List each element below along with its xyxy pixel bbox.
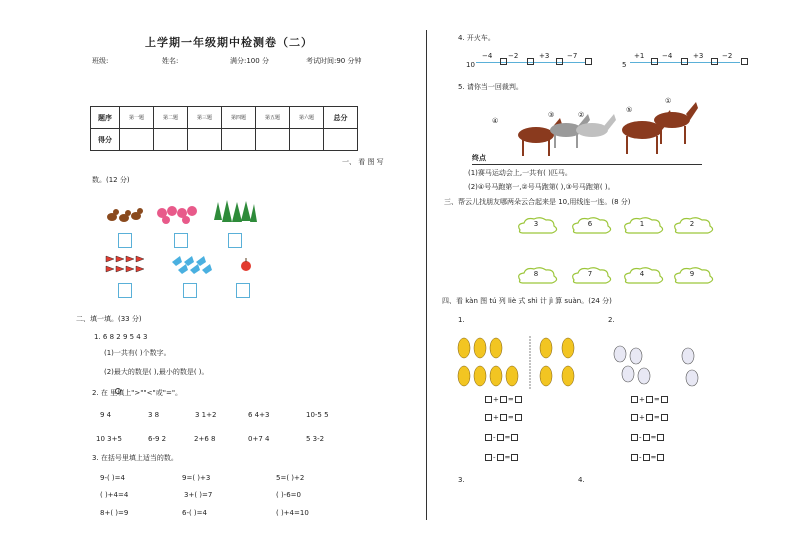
column-divider [426,30,427,520]
cloud[interactable] [516,216,560,235]
parrots-picture [454,336,580,392]
fill-item: 9=( )+3 [182,474,211,482]
score-col: 第四题 [222,107,256,129]
finish-line [472,164,702,165]
cloud-number: 9 [689,270,695,278]
cloud[interactable] [570,266,614,285]
compare-item: 9 4 [100,411,112,419]
fill-item: ( )+4=10 [276,509,309,517]
page-title: 上学期一年级期中检测卷（二） [145,36,313,49]
compare-item: 2+6 8 [194,435,216,443]
answer-box[interactable] [118,233,132,248]
horse-number: ⑤ [626,106,633,114]
answer-box[interactable] [236,283,250,298]
score-total: 总分 [324,107,358,129]
train-op: −7 [567,52,578,60]
q1-b: (2)最大的数是( ),最小的数是( )。 [104,368,209,376]
q-label: 4. [578,476,585,484]
answer-square[interactable] [711,58,718,65]
section1-heading: 一、 看 图 写 [342,158,384,166]
compare-item: 0+7 4 [248,435,270,443]
finish-label: 终点 [472,154,486,162]
equation-blank[interactable]: + = [630,396,669,404]
full-score: 满分:100 分 [230,57,269,65]
q-label: 3. [458,476,465,484]
section2-heading: 二、填一填。(33 分) [76,315,142,323]
q-label: 2. [608,316,615,324]
equation-blank[interactable]: - = [630,454,665,462]
judge-q-b: (2)④号马跑第一,②号马跑第( ),③号马跑第( )。 [468,183,615,191]
score-cell[interactable] [154,129,188,151]
rabbits-picture [608,332,708,390]
answer-square[interactable] [500,58,507,65]
section3-heading: 三、帮云儿找朋友哪两朵云合起来是 10,用线连一连。(8 分) [444,198,631,206]
cloud-number: 8 [533,270,539,278]
q2-heading: 2. 在 里填上">""<"或"="。 [92,389,183,397]
equation-blank[interactable]: + = [630,414,669,422]
circle-icon [115,388,121,394]
equation-blank[interactable]: + = [484,396,523,404]
fill-item: ( )+4=4 [100,491,129,499]
score-cell[interactable] [222,129,256,151]
class-label: 班级: [92,57,109,65]
flags-picture [104,254,148,276]
answer-square[interactable] [741,58,748,65]
equation-blank[interactable]: + = [484,414,523,422]
answer-square[interactable] [527,58,534,65]
flowers-picture [156,205,200,225]
q-label: 1. [458,316,465,324]
section1-heading-cont: 数。(12 分) [92,176,130,184]
section4-heading: 四、看 kàn 图 tú 列 liè 式 shì 计 jì 算 suàn。(24 分) [442,297,612,305]
q1-numbers: 1. 6 8 2 9 5 4 3 [94,333,148,341]
answer-square[interactable] [681,58,688,65]
train-op: −2 [722,52,733,60]
score-cell[interactable] [188,129,222,151]
horse-number: ③ [548,111,555,119]
cloud[interactable] [570,216,614,235]
cloud-number: 4 [639,270,645,278]
horses-picture [496,97,706,162]
squirrels-picture [104,203,144,225]
train-heading: 4. 开火车。 [458,34,495,42]
cloud-number: 7 [587,270,593,278]
horse-number: ④ [492,117,499,125]
compare-item: 6-9 2 [148,435,167,443]
score-cell[interactable] [120,129,154,151]
score-cell[interactable] [290,129,324,151]
train-op: +3 [539,52,550,60]
answer-box[interactable] [228,233,242,248]
cloud[interactable] [622,266,666,285]
train-op: −4 [482,52,493,60]
horse-number: ② [578,111,585,119]
horse-number: ① [665,97,672,105]
train-op: −2 [508,52,519,60]
score-col: 第一题 [120,107,154,129]
answer-box[interactable] [118,283,132,298]
fill-item: 9-( )=4 [100,474,125,482]
score-cell[interactable] [324,129,358,151]
q1-a: (1)一共有( )个数字。 [104,349,171,357]
cranes-picture [170,254,216,274]
equation-blank[interactable]: - = [630,434,665,442]
cloud-number: 1 [639,220,645,228]
fill-item: 6-( )=4 [182,509,207,517]
fill-item: ( )-6=0 [276,491,301,499]
fill-item: 5=( )+2 [276,474,305,482]
answer-box[interactable] [174,233,188,248]
score-cell[interactable] [256,129,290,151]
trees-picture [213,200,257,226]
compare-item: 10 3+5 [96,435,122,443]
cloud[interactable] [672,216,716,235]
fill-item: 8+( )=9 [100,509,129,517]
compare-item: 10-5 5 [306,411,329,419]
compare-item: 3 1+2 [195,411,217,419]
answer-square[interactable] [651,58,658,65]
train2-start: 5 [622,61,627,69]
answer-box[interactable] [183,283,197,298]
train-op: +1 [634,52,645,60]
train1-start: 10 [466,61,475,69]
judge-heading: 5. 请你当一回裁判。 [458,83,523,91]
train-op: −4 [662,52,673,60]
score-col: 第六题 [290,107,324,129]
answer-square[interactable] [556,58,563,65]
cloud[interactable] [672,266,716,285]
score-row-label: 题序 [91,107,120,129]
q3-heading: 3. 在括号里填上适当的数。 [92,454,178,462]
name-label: 姓名: [162,57,179,65]
cloud[interactable] [516,266,560,285]
cloud-number: 6 [587,220,593,228]
cloud-number: 3 [533,220,539,228]
compare-item: 5 3-2 [306,435,325,443]
train-op: +3 [693,52,704,60]
cloud-number: 2 [689,220,695,228]
compare-item: 6 4+3 [248,411,270,419]
answer-square[interactable] [585,58,592,65]
equation-blank[interactable]: - = [484,454,519,462]
judge-q-a: (1)赛马运动会上,一共有( )匹马。 [468,169,572,177]
apple-picture [240,258,252,272]
score-table [90,106,358,151]
score-col: 第五题 [256,107,290,129]
score-col: 第三题 [188,107,222,129]
exam-time: 考试时间:90 分钟 [306,57,362,65]
score-row-label: 得分 [91,129,120,151]
equation-blank[interactable]: - = [484,434,519,442]
cloud[interactable] [622,216,666,235]
fill-item: 3+( )=7 [184,491,213,499]
score-col: 第二题 [154,107,188,129]
compare-item: 3 8 [148,411,160,419]
